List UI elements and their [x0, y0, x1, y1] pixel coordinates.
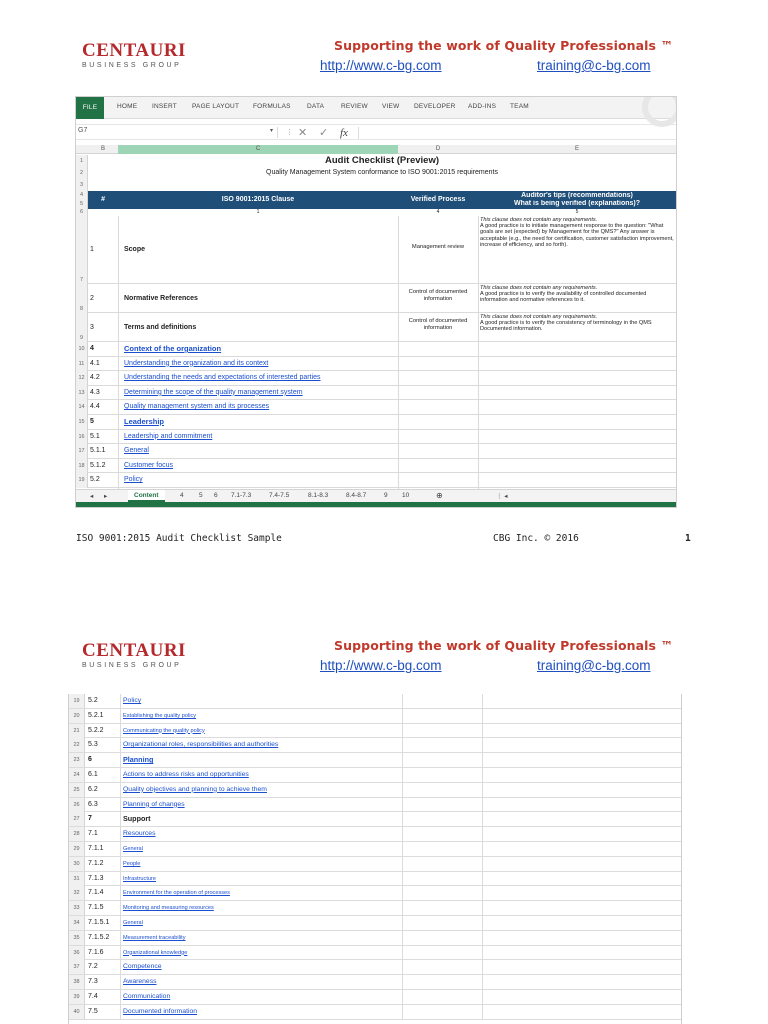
email-link[interactable]: training@c-bg.com — [537, 658, 651, 673]
clause-link[interactable]: People — [123, 860, 141, 867]
column-divider — [402, 886, 403, 901]
column-divider — [402, 975, 403, 990]
table-row — [69, 857, 682, 872]
row-header[interactable]: 10 — [76, 342, 88, 357]
add-sheet-icon[interactable]: ⊕ — [436, 491, 443, 500]
clause-link[interactable]: Customer focus — [124, 461, 174, 469]
row-header[interactable]: 40 — [69, 1005, 85, 1019]
row-number[interactable]: 6 — [88, 756, 92, 764]
table-row — [69, 931, 682, 946]
row-number[interactable]: 7.1.6 — [88, 948, 104, 956]
clause-link[interactable]: Documented information — [123, 1007, 198, 1015]
letterhead-2 — [0, 600, 768, 690]
column-divider — [482, 798, 483, 813]
column-divider — [120, 960, 121, 975]
column-divider — [478, 216, 479, 489]
clause-link[interactable]: Monitoring and measuring resources — [123, 905, 214, 912]
row-tip[interactable]: This clause does not contain any requirements. A good practice is to verify the availability of controlled documented information and normative references to it. — [480, 285, 647, 304]
ribbon-decoration — [642, 96, 677, 127]
row-number[interactable]: 7.5 — [88, 1007, 98, 1015]
clause-link[interactable]: Determining the scope of the quality management system — [124, 388, 303, 396]
clause-link[interactable]: Establishing the quality policy — [123, 712, 197, 719]
row-number[interactable]: 4.4 — [90, 403, 100, 411]
ribbon-tab-developer[interactable]: DEVELOPER — [414, 103, 456, 110]
footer-left: ISO 9001:2015 Audit Checklist Sample — [76, 533, 282, 544]
row-number[interactable]: 7.3 — [88, 978, 98, 986]
row-header[interactable]: 24 — [69, 768, 85, 782]
row-clause[interactable]: Terms and definitions — [124, 324, 197, 331]
ribbon-tab-formulas[interactable]: FORMULAS — [253, 103, 291, 110]
column-divider — [402, 827, 403, 842]
header-tips-1[interactable]: Auditor's tips (recommendations) — [521, 192, 633, 199]
row-number[interactable]: 3 — [90, 324, 94, 331]
column-divider — [402, 960, 403, 975]
status-bar — [76, 502, 676, 508]
sheet-tab-10[interactable]: 10 — [402, 492, 410, 499]
column-divider — [482, 812, 483, 827]
row-number[interactable]: 5.1 — [90, 432, 100, 440]
row-number[interactable]: 7.1.5.2 — [88, 933, 110, 941]
centauri-logo — [82, 641, 186, 669]
row-header[interactable]: 22 — [69, 738, 85, 752]
table-row — [69, 872, 682, 887]
clause-link[interactable]: Understanding the needs and expectations of interested parties — [124, 374, 321, 382]
column-divider — [482, 768, 483, 783]
column-divider — [120, 709, 121, 724]
table-row — [69, 842, 682, 857]
row-header[interactable]: 38 — [69, 975, 85, 989]
column-divider — [120, 842, 121, 857]
column-divider — [402, 738, 403, 753]
clause-link[interactable]: Measurement traceability — [123, 934, 186, 941]
chevron-down-icon[interactable]: ▾ — [269, 128, 273, 134]
ribbon-tab-data[interactable]: DATA — [307, 103, 325, 110]
column-divider — [482, 783, 483, 798]
row-number[interactable]: 4.1 — [90, 359, 100, 367]
ribbon-tab-file[interactable]: FILE — [76, 97, 104, 119]
column-header-e[interactable]: E — [574, 146, 579, 152]
clause-link[interactable]: Organizational roles, responsibilities and authorities — [123, 741, 279, 749]
column-divider — [120, 694, 121, 709]
sheet-tab-8-4-8-7[interactable]: 8.4-8.7 — [346, 492, 367, 499]
table-row — [69, 724, 682, 739]
column-divider — [120, 753, 121, 768]
row-number[interactable]: 5.2.2 — [88, 726, 104, 734]
excel-screenshot — [75, 96, 677, 508]
clause-link[interactable]: Context of the organization — [124, 344, 222, 353]
row-number[interactable]: 6.1 — [88, 771, 98, 778]
table-row — [69, 886, 682, 901]
clause-link[interactable]: General — [124, 447, 149, 455]
clause-link[interactable]: Awareness — [123, 978, 157, 986]
row-number[interactable]: 6.3 — [88, 800, 98, 808]
row-header[interactable]: 12 — [76, 371, 88, 386]
logo-main-text: CENTAURI — [82, 40, 186, 61]
sheet-tabs — [76, 489, 676, 502]
index-clause: 1 — [256, 209, 260, 215]
column-divider — [120, 946, 121, 961]
sheet-tab-5[interactable]: 5 — [199, 492, 203, 499]
ribbon-tab-team[interactable]: TEAM — [510, 103, 529, 110]
row-header[interactable]: 15 — [76, 415, 88, 430]
row-number[interactable]: 7.1.5.1 — [88, 919, 110, 926]
sheet-subtitle[interactable]: Quality Management System conformance to ISO 9001:2015 requirements — [266, 169, 498, 176]
tagline: Supporting the work of Quality Professionals ™ — [334, 38, 674, 53]
logo-sub-text: BUSINESS GROUP — [82, 662, 182, 669]
column-divider — [120, 738, 121, 753]
clause-link[interactable]: General — [123, 920, 143, 926]
row-header[interactable]: 29 — [69, 842, 85, 856]
row-number[interactable]: 7.2 — [88, 963, 98, 971]
column-divider — [120, 857, 121, 872]
column-divider — [482, 872, 483, 887]
row-number[interactable]: 5 — [90, 418, 94, 425]
fx-icon[interactable]: fx — [340, 127, 348, 139]
ribbon-tab-page-layout[interactable]: PAGE LAYOUT — [192, 103, 240, 110]
row-number[interactable]: 7.1 — [88, 830, 98, 838]
column-divider — [482, 857, 483, 872]
row-number[interactable]: 5.3 — [88, 741, 98, 749]
website-link[interactable]: http://www.c-bg.com — [320, 658, 442, 673]
email-link[interactable]: training@c-bg.com — [537, 58, 651, 73]
name-box-value: G7 — [78, 127, 88, 134]
row-number[interactable]: 4.2 — [90, 374, 100, 382]
logo-main-text: CENTAURI — [82, 640, 186, 661]
checklist-table-continued — [68, 694, 682, 1024]
footer-center: CBG Inc. © 2016 — [493, 533, 579, 544]
column-header-b[interactable]: B — [100, 146, 105, 152]
row-number[interactable]: 7 — [88, 815, 92, 823]
column-divider — [482, 694, 483, 709]
row-number[interactable]: 6.2 — [88, 785, 98, 793]
row-verified[interactable]: Control of documented information — [408, 318, 468, 331]
clause-link[interactable]: Competence — [123, 963, 162, 971]
column-divider — [482, 709, 483, 724]
row-header[interactable]: 21 — [69, 724, 85, 738]
formula-bar — [76, 124, 676, 140]
row-number[interactable]: 5.1.2 — [90, 461, 106, 469]
column-divider — [402, 783, 403, 798]
header-tips-2[interactable]: What is being verified (explanations)? — [513, 200, 641, 207]
row-header[interactable]: 23 — [69, 753, 85, 767]
ribbon-tab-review[interactable]: REVIEW — [341, 103, 368, 110]
row-tip[interactable]: This clause does not contain any requirements. A good practice is to verify the consistency of terminology in the QMS Documented information. — [480, 314, 652, 333]
column-divider — [482, 960, 483, 975]
row-header[interactable]: 1 — [76, 155, 88, 167]
table-row — [69, 960, 682, 975]
column-divider — [482, 990, 483, 1005]
row-verified[interactable]: Control of documented information — [408, 289, 468, 302]
row-number[interactable]: 4.3 — [90, 388, 100, 396]
clause-link[interactable]: Leadership and commitment — [124, 432, 213, 440]
column-divider — [402, 709, 403, 724]
column-divider — [402, 872, 403, 887]
column-divider — [402, 931, 403, 946]
column-divider — [120, 798, 121, 813]
row-number[interactable]: 7.1.3 — [88, 874, 104, 882]
ribbon-tab-add-ins[interactable]: ADD-INS — [468, 103, 497, 110]
header-clause[interactable]: ISO 9001:2015 Clause — [221, 196, 295, 203]
column-divider — [120, 886, 121, 901]
scroll-icon[interactable]: ⋮ ◂ — [496, 493, 508, 500]
column-divider — [482, 827, 483, 842]
column-divider — [402, 812, 403, 827]
clause-link[interactable]: Communicating the quality policy — [123, 727, 205, 734]
row-header[interactable]: 37 — [69, 960, 85, 974]
column-divider — [402, 901, 403, 916]
sheet-tab-8-1-8-3[interactable]: 8.1-8.3 — [308, 492, 329, 499]
table-row — [69, 738, 682, 753]
centauri-logo — [82, 41, 186, 69]
column-divider — [482, 842, 483, 857]
ribbon-tab-home[interactable]: HOME — [117, 103, 138, 110]
row-number[interactable]: 5.1.1 — [90, 447, 106, 455]
cancel-icon[interactable]: ✕ — [298, 127, 308, 139]
table-row — [69, 768, 682, 783]
table-row — [69, 812, 682, 827]
column-divider — [120, 872, 121, 887]
header-verified[interactable]: Verified Process — [410, 196, 466, 203]
column-divider — [402, 694, 403, 709]
row-header[interactable]: 17 — [76, 444, 88, 459]
row-header[interactable]: 27 — [69, 812, 85, 826]
column-divider — [402, 1005, 403, 1020]
column-divider — [482, 738, 483, 753]
table-row — [69, 1005, 682, 1020]
clause-link[interactable]: Planning of changes — [123, 800, 185, 808]
table-row — [69, 916, 682, 931]
row-number[interactable]: 4 — [90, 345, 94, 352]
name-box[interactable] — [78, 127, 278, 138]
table-row — [69, 694, 682, 709]
row-number[interactable]: 5.2 — [88, 697, 98, 704]
column-divider — [482, 1005, 483, 1020]
row-number[interactable]: 1 — [90, 246, 94, 253]
row-header[interactable]: 31 — [69, 872, 85, 886]
page-2 — [0, 600, 768, 1024]
table-row — [69, 783, 682, 798]
clause-link[interactable]: Planning — [123, 755, 154, 765]
sheet-tab-content[interactable]: Content — [128, 490, 165, 502]
row-tip[interactable]: This clause does not contain any requirements. A good practice is to initiate management response to the question: "What goals are set (expected) by Management for the QMS?" Any answer is acceptable (e.g., the need for certification, customer satisfaction improvement, increase of efficiency, and so forth). — [480, 217, 674, 248]
column-divider — [120, 1005, 121, 1020]
column-divider — [120, 783, 121, 798]
table-row — [69, 753, 682, 768]
column-divider — [120, 916, 121, 931]
row-number[interactable]: 7.4 — [88, 993, 98, 1000]
clause-link[interactable]: Resources — [123, 830, 156, 838]
sheet-tab-6[interactable]: 6 — [214, 492, 218, 499]
row-header[interactable]: 9 — [76, 313, 88, 342]
clause-link[interactable]: Quality objectives and planning to achieve them — [123, 785, 267, 793]
row-header[interactable]: 14 — [76, 400, 88, 415]
table-header — [88, 191, 676, 209]
column-divider — [120, 990, 121, 1005]
table-row — [69, 946, 682, 961]
table-row — [69, 990, 682, 1005]
row-divider — [88, 487, 676, 488]
ribbon-tab-insert[interactable]: INSERT — [152, 103, 177, 110]
clause-link[interactable]: Organizational knowledge — [123, 949, 188, 956]
tagline: Supporting the work of Quality Professionals ™ — [334, 638, 674, 653]
ribbon-tab-view[interactable]: VIEW — [382, 103, 400, 110]
row-header[interactable]: 28 — [69, 827, 85, 841]
row-header[interactable]: 20 — [69, 709, 85, 723]
letterhead — [0, 0, 768, 90]
row-header[interactable]: 30 — [69, 857, 85, 871]
logo-sub-text: BUSINESS GROUP — [82, 62, 182, 69]
clause-link[interactable]: Environment for the operation of processes — [123, 890, 230, 897]
row-header[interactable]: 19 — [76, 473, 88, 488]
sheet-tab-7-1-7-3[interactable]: 7.1-7.3 — [231, 492, 252, 499]
clause-link[interactable]: Infrastructure — [123, 875, 156, 882]
column-divider — [482, 753, 483, 768]
row-header[interactable]: 19 — [69, 694, 85, 708]
column-divider — [398, 216, 399, 489]
clause-link[interactable]: Communication — [123, 993, 171, 1000]
clause-link[interactable]: Policy — [123, 697, 142, 704]
column-divider — [120, 975, 121, 990]
sheet-title[interactable]: Audit Checklist (Preview) — [324, 155, 440, 166]
row-number[interactable]: 7.1.2 — [88, 859, 104, 867]
row-number[interactable]: 7.1.5 — [88, 904, 104, 912]
column-divider — [482, 916, 483, 931]
sheet-tab-9[interactable]: 9 — [384, 492, 388, 499]
clause-link[interactable]: Leadership — [124, 417, 165, 426]
column-divider — [402, 768, 403, 783]
column-divider — [482, 946, 483, 961]
column-divider — [120, 724, 121, 739]
row-header[interactable]: 4 — [76, 191, 88, 200]
website-link[interactable]: http://www.c-bg.com — [320, 58, 442, 73]
sheet-tab-4[interactable]: 4 — [180, 492, 184, 499]
clause-link[interactable]: General — [123, 846, 143, 852]
clause-link[interactable]: Actions to address risks and opportunities — [123, 771, 249, 778]
row-header[interactable]: 35 — [69, 931, 85, 945]
index-verified: 4 — [436, 209, 440, 215]
column-divider — [482, 931, 483, 946]
header-number[interactable]: # — [101, 196, 105, 203]
row-number[interactable]: 2 — [90, 295, 94, 302]
row-header[interactable]: 16 — [76, 430, 88, 445]
column-divider — [120, 901, 121, 916]
row-header[interactable]: 8 — [76, 284, 88, 313]
table-row — [69, 901, 682, 916]
column-divider — [402, 724, 403, 739]
row-header[interactable]: 13 — [76, 386, 88, 401]
row-header[interactable]: 32 — [69, 886, 85, 900]
row-header[interactable]: 5 — [76, 200, 88, 209]
column-divider — [402, 990, 403, 1005]
enter-icon[interactable]: ✓ — [319, 127, 329, 139]
row-header[interactable]: 11 — [76, 357, 88, 372]
row-header[interactable]: 33 — [69, 901, 85, 915]
table-row — [69, 975, 682, 990]
formula-input[interactable] — [358, 127, 674, 139]
table-row — [69, 709, 682, 724]
row-header[interactable]: 6 — [76, 209, 88, 216]
row-header[interactable]: 7 — [76, 216, 88, 284]
column-divider — [120, 931, 121, 946]
row-number[interactable]: 7.1.1 — [88, 845, 104, 852]
column-divider — [402, 842, 403, 857]
row-header[interactable]: 34 — [69, 916, 85, 930]
prev-sheet-icon[interactable]: ◂ — [90, 493, 94, 500]
next-sheet-icon[interactable]: ▸ — [104, 493, 108, 500]
row-header[interactable]: 3 — [76, 179, 88, 191]
row-header[interactable]: 36 — [69, 946, 85, 960]
column-divider — [482, 901, 483, 916]
column-divider — [402, 857, 403, 872]
column-header-c[interactable]: C — [118, 145, 398, 154]
column-divider — [402, 753, 403, 768]
row-header[interactable]: 25 — [69, 783, 85, 797]
page-number: 1 — [685, 533, 691, 544]
clause-link[interactable]: Understanding the organization and its context — [124, 359, 269, 367]
row-header[interactable]: 18 — [76, 459, 88, 474]
clause-link[interactable]: Policy — [124, 476, 143, 484]
column-divider — [402, 798, 403, 813]
column-divider — [402, 916, 403, 931]
column-headers — [76, 145, 676, 154]
row-verified[interactable]: Management review — [411, 244, 465, 250]
index-tips: 5 — [575, 209, 579, 215]
table-row — [69, 827, 682, 842]
column-divider — [120, 827, 121, 842]
row-clause[interactable]: Normative References — [124, 295, 198, 302]
row-number[interactable]: 5.2 — [90, 476, 100, 484]
row-header[interactable]: 2 — [76, 167, 88, 179]
column-divider — [120, 768, 121, 783]
column-divider — [402, 946, 403, 961]
clause-link[interactable]: Support — [123, 814, 151, 824]
column-divider — [482, 975, 483, 990]
row-number[interactable]: 7.1.4 — [88, 889, 104, 897]
column-header-d[interactable]: D — [435, 146, 441, 152]
clause-link[interactable]: Quality management system and its processes — [124, 403, 270, 411]
column-divider — [120, 812, 121, 827]
column-divider — [482, 886, 483, 901]
column-divider — [482, 724, 483, 739]
column-divider — [118, 216, 119, 489]
sheet-tab-7-4-7-5[interactable]: 7.4-7.5 — [269, 492, 290, 499]
row-header[interactable]: 26 — [69, 798, 85, 812]
row-clause[interactable]: Scope — [124, 246, 146, 253]
row-number[interactable]: 5.2.1 — [88, 711, 104, 719]
more-icon: ⋮ — [286, 129, 293, 136]
row-header[interactable]: 39 — [69, 990, 85, 1004]
table-row — [69, 798, 682, 813]
ribbon — [76, 97, 676, 119]
